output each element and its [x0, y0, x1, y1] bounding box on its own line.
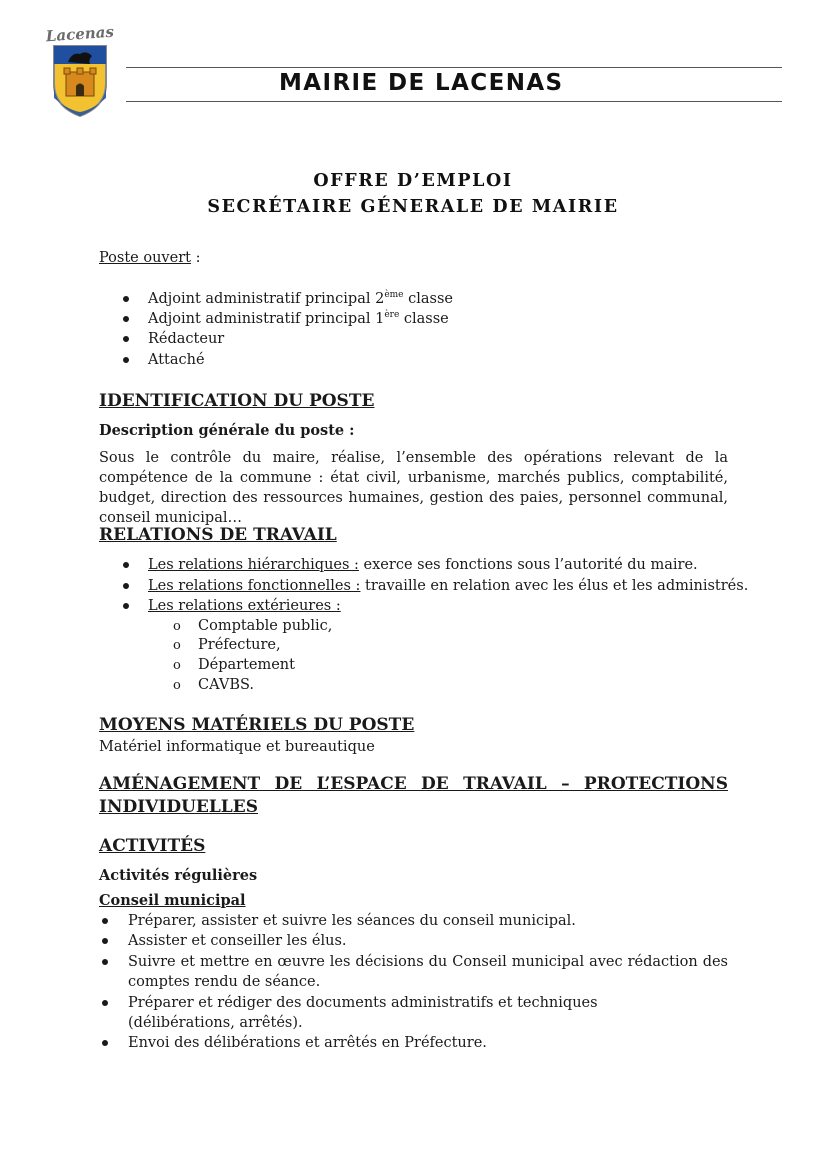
sub-list-item: o Comptable public,	[173, 616, 181, 637]
poste-ouvert-label	[99, 248, 728, 268]
list-item: Préparer et rédiger des documents administratifs et techniques (délibérations, arrêtés).	[102, 993, 728, 1013]
circle-bullet-icon: o	[173, 638, 181, 653]
list-item: Adjoint administratif principal 2ème classe	[123, 289, 129, 309]
section-heading-moyens: MOYENS MATÉRIELS DU POSTE	[99, 715, 415, 735]
circle-bullet-icon: o	[173, 658, 181, 673]
list-item: Adjoint administratif principal 1ère classe	[123, 309, 129, 329]
circle-bullet-icon: o	[173, 678, 181, 693]
list-item: Les relations extérieures :	[123, 596, 129, 616]
circle-bullet-icon: o	[173, 619, 181, 634]
activites-subheading: Activités régulières	[99, 867, 258, 884]
list-item: Envoi des délibérations et arrêtés en Préfecture.	[102, 1033, 728, 1053]
bullet-icon	[102, 918, 108, 924]
list-item: Suivre et mettre en œuvre les décisions du Conseil municipal avec rédaction des comptes rendu de séance.	[102, 952, 728, 972]
poste-label: Poste ouvert	[99, 250, 191, 266]
poste-suffix: :	[190, 250, 201, 266]
sub-list-item: o Préfecture,	[173, 635, 181, 656]
bullet-icon	[123, 357, 129, 363]
list-item: Rédacteur	[123, 329, 129, 349]
bullet-icon	[123, 562, 129, 568]
offer-title: OFFRE D’EMPLOI	[313, 171, 513, 191]
moyens-text: Matériel informatique et bureautique	[99, 739, 375, 755]
description-subheading: Description générale du poste :	[99, 422, 355, 439]
section-heading-amenagement: AMÉNAGEMENT DE L’ESPACE DE TRAVAIL – PROTECTIONS INDIVIDUELLES	[99, 774, 728, 817]
crest-banner-text: Lacenas	[45, 24, 115, 46]
list-item: Attaché	[123, 350, 129, 370]
bullet-icon	[102, 1040, 108, 1046]
bullet-icon	[102, 959, 108, 965]
bullet-icon	[123, 296, 129, 302]
section-heading-activites: ACTIVITÉS	[99, 836, 206, 856]
header-top-rule	[126, 67, 782, 68]
header-bottom-rule	[126, 101, 782, 102]
org-title: MAIRIE DE LACENAS	[279, 70, 564, 96]
sub-list-item: o Département	[173, 655, 181, 676]
sub-list-item: o CAVBS.	[173, 675, 181, 696]
list-item: Assister et conseiller les élus.	[102, 931, 728, 951]
list-item: Les relations hiérarchiques : exerce ses fonctions sous l’autorité du maire.	[123, 555, 129, 575]
municipal-crest-logo	[42, 24, 118, 120]
bullet-icon	[123, 336, 129, 342]
activites-group-title: Conseil municipal	[99, 892, 246, 909]
bullet-icon	[123, 603, 129, 609]
bullet-icon	[102, 1000, 108, 1006]
list-item: Les relations fonctionnelles : travaille en relation avec les élus et les administrés.	[123, 576, 129, 596]
description-paragraph: Sous le contrôle du maire, réalise, l’ensemble des opérations relevant de la compétence de la commune : état civil, urbanisme, marchés publics, comptabilité, budget, direction des ressources humaines, gestion des paies, personnel communal, conseil municipal…	[99, 450, 728, 526]
bullet-icon	[102, 938, 108, 944]
section-heading-identification: IDENTIFICATION DU POSTE	[99, 391, 375, 411]
bullet-icon	[123, 583, 129, 589]
position-title: SECRÉTAIRE GÉNERALE DE MAIRIE	[207, 197, 619, 217]
list-item: Préparer, assister et suivre les séances du conseil municipal.	[102, 911, 728, 931]
bullet-icon	[123, 316, 129, 322]
section-heading-relations: RELATIONS DE TRAVAIL	[99, 525, 337, 545]
